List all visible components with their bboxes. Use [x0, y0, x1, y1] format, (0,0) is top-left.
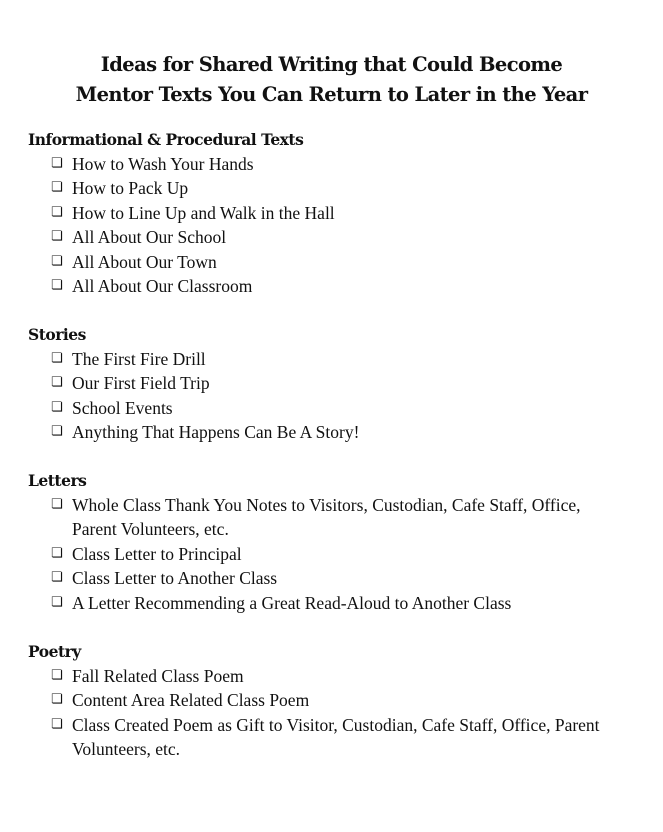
- checklist-item: [28, 201, 602, 225]
- item-text: Fall Related Class Poem: [72, 666, 244, 686]
- checkbox-icon[interactable]: ❏: [51, 156, 63, 171]
- checklist-item: [28, 493, 602, 542]
- item-text: A Letter Recommending a Great Read-Aloud to Another Class: [72, 592, 512, 613]
- checkbox-icon[interactable]: ❏: [51, 399, 63, 415]
- checkbox-icon[interactable]: ❏: [51, 375, 63, 391]
- item-text: Whole Class Thank You Notes to Visitors, Custodian, Cafe Staff, Office, Parent Volunteers, etc.: [72, 495, 581, 540]
- checkbox-icon[interactable]: ❏: [51, 424, 63, 440]
- item-text: Content Area Related Class Poem: [72, 690, 310, 711]
- checklist-item: [28, 542, 602, 566]
- item-text: The First Fire Drill: [72, 349, 206, 369]
- checkbox-icon[interactable]: ❏: [51, 570, 63, 586]
- item-text: All About Our Town: [72, 251, 217, 272]
- checklist-item: [28, 371, 602, 395]
- item-text: How to Line Up and Walk in the Hall: [72, 202, 335, 223]
- checklist-item: [28, 176, 602, 200]
- checkbox-icon[interactable]: ❏: [51, 545, 63, 561]
- item-text: Class Created Poem as Gift to Visitor, Custodian, Cafe Staff, Office, Parent Volunteers, etc.: [72, 714, 600, 760]
- checkbox-icon[interactable]: ❏: [51, 204, 63, 220]
- section-heading: Poetry: [28, 642, 81, 661]
- item-text: Our First Field Trip: [72, 373, 210, 394]
- checklist-item: [28, 566, 602, 590]
- item-text: All About Our Classroom: [72, 276, 253, 297]
- section-heading: Stories: [28, 325, 86, 344]
- checklist: [28, 347, 648, 445]
- checkbox-icon[interactable]: ❏: [51, 497, 63, 512]
- checklist-item: [28, 713, 602, 762]
- item-text: Anything That Happens Can Be A Story!: [72, 422, 360, 443]
- checklist-item: [28, 225, 602, 249]
- checklist-item: [28, 347, 602, 371]
- checklist-item: [28, 396, 602, 420]
- section-heading: Informational & Procedural Texts: [28, 130, 304, 149]
- checklist-item: [28, 420, 602, 444]
- item-text: School Events: [72, 397, 173, 418]
- title-line-1: Ideas for Shared Writing that Could Become: [100, 53, 563, 76]
- section-letters: [28, 469, 648, 615]
- section-heading: Letters: [28, 471, 87, 490]
- checklist-item: [28, 591, 602, 615]
- item-text: Class Letter to Principal: [72, 543, 242, 564]
- checklist-item: [28, 274, 602, 298]
- item-text: How to Pack Up: [72, 178, 189, 199]
- item-text: All About Our School: [72, 227, 227, 248]
- item-text: How to Wash Your Hands: [72, 154, 254, 174]
- checklist-item: [28, 250, 602, 274]
- checkbox-icon[interactable]: ❏: [51, 716, 63, 732]
- checkbox-icon[interactable]: ❏: [51, 180, 63, 196]
- section-informational-procedural: [28, 128, 648, 298]
- checklist: [28, 152, 648, 298]
- checklist-item: [28, 688, 602, 712]
- checkbox-icon[interactable]: ❏: [51, 278, 63, 294]
- item-text: Class Letter to Another Class: [72, 568, 278, 589]
- checkbox-icon[interactable]: ❏: [51, 594, 63, 610]
- checkbox-icon[interactable]: ❏: [51, 692, 63, 708]
- section-poetry: [28, 640, 648, 762]
- page-title: [0, 50, 663, 110]
- checklist-item: [28, 664, 602, 688]
- checklist-item: [28, 152, 602, 176]
- checklist: [28, 493, 648, 615]
- checkbox-icon[interactable]: ❏: [51, 229, 63, 245]
- checkbox-icon[interactable]: ❏: [51, 668, 63, 683]
- title-line-2: Mentor Texts You Can Return to Later in the Year: [75, 83, 588, 106]
- section-stories: [28, 323, 648, 445]
- checklist: [28, 664, 648, 762]
- checkbox-icon[interactable]: ❏: [51, 351, 63, 366]
- checkbox-icon[interactable]: ❏: [51, 253, 63, 269]
